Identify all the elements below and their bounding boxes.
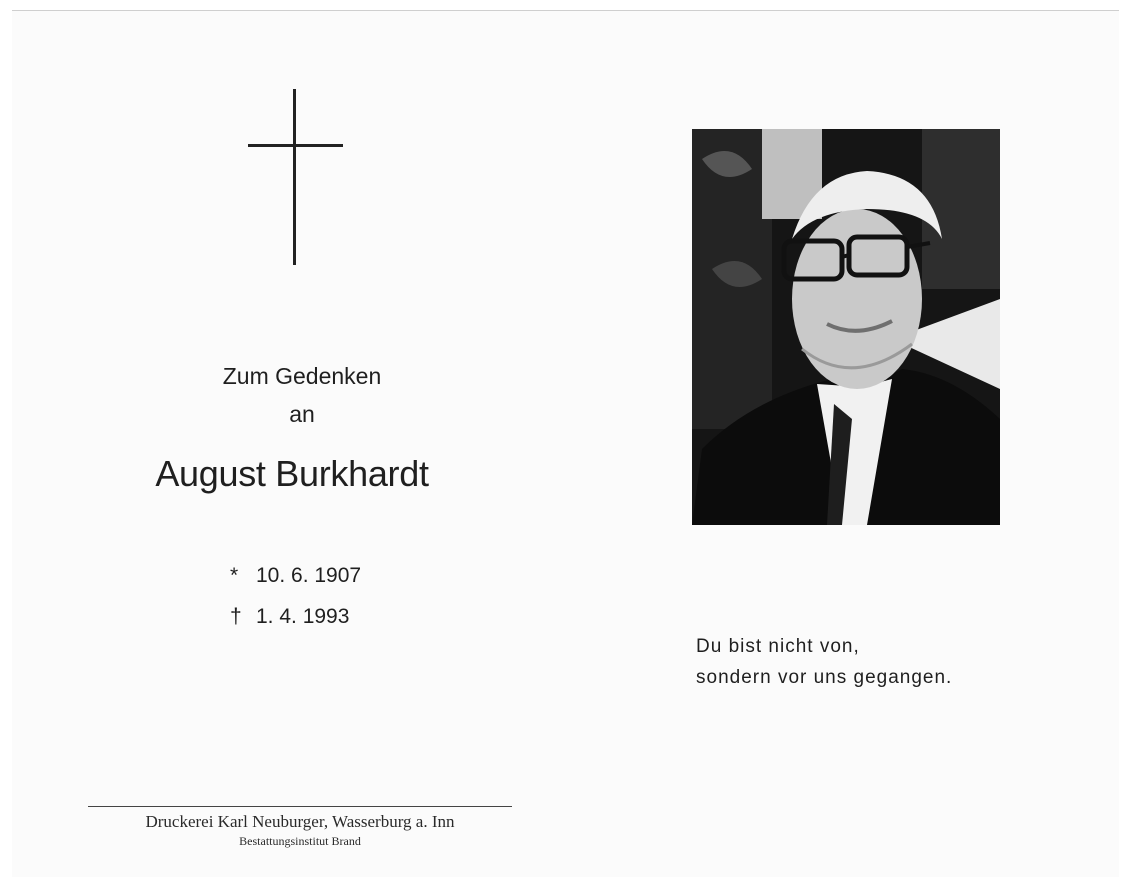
death-date-row	[230, 605, 349, 629]
deceased-name: August Burkhardt	[155, 453, 429, 494]
quote-line-2: sondern vor uns gegangen.	[696, 667, 953, 688]
footer-divider	[88, 806, 512, 807]
funeral-home-credit: Bestattungsinstitut Brand	[239, 834, 361, 848]
death-date: 1. 4. 1993	[256, 605, 350, 628]
quote-line-1: Du bist nicht von,	[696, 636, 860, 657]
birth-date: 10. 6. 1907	[256, 564, 362, 587]
memorial-quote	[696, 631, 952, 693]
birth-date-row	[230, 564, 361, 588]
memorial-heading-an: an	[289, 401, 315, 427]
birth-symbol: *	[230, 564, 239, 587]
memorial-heading: Zum Gedenken	[222, 363, 382, 389]
portrait-photo	[692, 129, 1000, 525]
death-symbol: †	[230, 605, 242, 628]
printer-credit: Druckerei Karl Neuburger, Wasserburg a. Inn	[145, 812, 455, 831]
memorial-card	[12, 10, 1119, 877]
cross-icon	[248, 89, 343, 265]
